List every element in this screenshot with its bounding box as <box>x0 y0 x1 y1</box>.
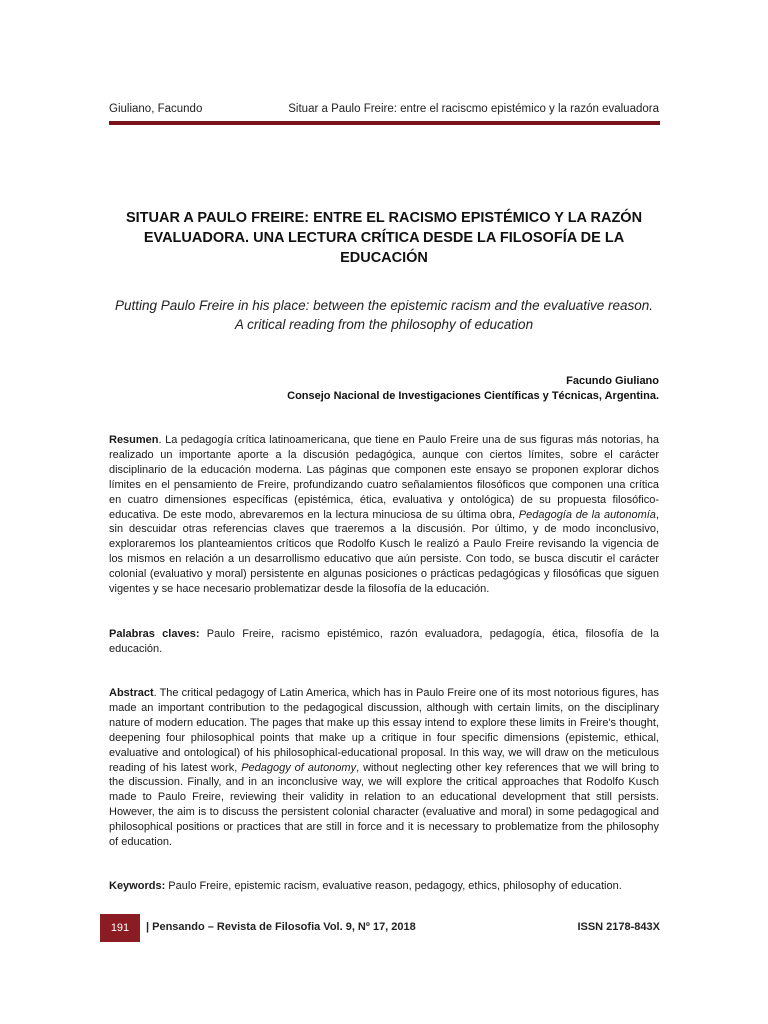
abstract-text-2: , without neglecting other key references that we will bring to the discussion. Finally, and in an inconclusive way, we will explore the critical approaches that Rodolfo Kusch made to Paulo Freire, reviewing their validity in relation to an educational development that still persists. However, the aim is to discuss the persistent colonial character (evaluative and moral) in some pedagogical and philosophical positions or practices that are still in force and it is necessary to problematize from the philosophy of education. <box>109 761 659 849</box>
article-subtitle: Putting Paulo Freire in his place: between the epistemic racism and the evaluative reason. A critical reading from the philosophy of education <box>114 298 654 332</box>
page-footer <box>100 914 660 942</box>
journal-citation: | Pensando – Revista de Filosofia Vol. 9, Nº 17, 2018 <box>146 921 416 933</box>
resumen-text-1: . La pedagogía crítica latinoamericana, que tiene en Paulo Freire una de sus figuras más notorias, ha realizado un importante aporte a la discusión pedagógica, aunque con ciertos límites, sobre el carácter disciplinario de la educación moderna. Las páginas que componen este ensayo se proponen explorar dichos límites en el pensamiento de Freire, profundizando cuatro señalamientos filosóficos que componen una crítica en cuatro dimensiones específicas (epistémica, ética, evaluativa y ontológica) de su propuesta filosófico-educativa. De este modo, abrevaremos en la lectura minuciosa de su última obra, <box>109 434 659 521</box>
abstract-paragraph <box>109 686 659 850</box>
keywords-text: Paulo Freire, epistemic racism, evaluative reason, pedagogy, ethics, philosophy of education. <box>165 880 622 892</box>
resumen-text-2: , sin descuidar otras referencias claves que traeremos a la discusión. Por último, y de modo inconclusivo, exploraremos los planteamientos críticos que Rodolfo Kusch le realizó a Paulo Freire revisando la vigencia de los mismos en relación a un desarrollismo educativo que aún persiste. Con todo, se busca discutir el carácter colonial (evaluativo y moral) persistente en algunas posiciones o prácticas pedagógicas y filosóficas que siguen vigentes y se hace necesario problematizar desde la filosofía de la educación. <box>109 508 659 596</box>
resumen-label: Resumen <box>109 434 159 446</box>
palabras-label: Palabras claves: <box>109 628 200 640</box>
resumen-paragraph <box>109 433 659 597</box>
abstract-label: Abstract <box>109 687 154 699</box>
keywords-label: Keywords: <box>109 880 166 892</box>
author-affiliation: Consejo Nacional de Investigaciones Científicas y Técnicas, Argentina. <box>287 390 659 402</box>
abstract-text-1: . The critical pedagogy of Latin America, which has in Paulo Freire one of its most notorious figures, has made an important contribution to the pedagogical discussion, although with certain limits, on the disciplinary nature of modern education. The pages that make up this essay intend to explore these limits in Freire's thought, deepening four philosophical points that make up a critique in four specific dimensions (epistemic, ethical, evaluative and ontological) of his philosophical-educational proposal. In this way, we will draw on the meticulous reading of his latest work, <box>109 687 659 774</box>
article-title: SITUAR A PAULO FREIRE: ENTRE EL RACISMO EPISTÉMICO Y LA RAZÓN EVALUADORA. UNA LECTURA CRÍTICA DESDE LA FILOSOFÍA DE LA EDUCACIÓN <box>125 210 643 266</box>
issn: ISSN 2178-843X <box>577 921 660 933</box>
header-running-title: Situar a Paulo Freire: entre el raciscmo epistémico y la razón evaluadora <box>288 103 659 115</box>
header-author: Giuliano, Facundo <box>109 103 203 115</box>
palabras-text: Paulo Freire, racismo epistémico, razón evaluadora, pedagogía, ética, filosofía de la educación. <box>109 628 659 655</box>
resumen-work-title: Pedagogía de la autonomía <box>518 508 656 521</box>
page-number-badge: 191 <box>100 914 140 942</box>
running-header <box>109 103 659 115</box>
palabras-claves-paragraph <box>109 627 659 657</box>
keywords-paragraph <box>109 879 659 894</box>
header-rule <box>109 121 660 125</box>
author-block <box>109 374 659 404</box>
author-name: Facundo Giuliano <box>566 375 659 387</box>
abstract-work-title: Pedagogy of autonomy <box>241 761 357 774</box>
